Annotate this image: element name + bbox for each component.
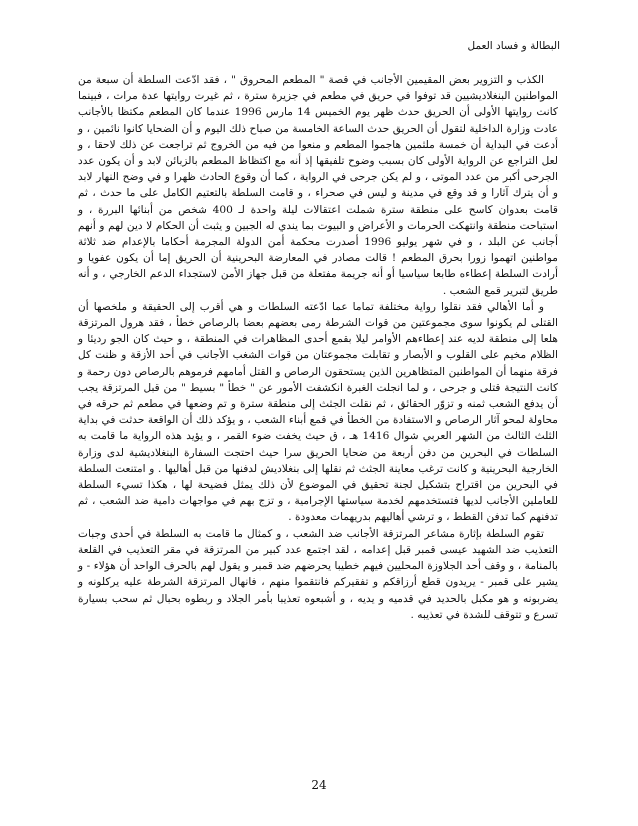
page-number: 24 bbox=[311, 778, 327, 792]
running-header: البطالة و فساد العمل bbox=[467, 40, 560, 52]
paragraph: الكذب و التزوير بعض المقيمين الأجانب في قصة " المطعم المحروق " ، فقد ادّعت السلطة أن سبعة من المواطنين البنغلاديشيين قد توفوا في حريق في مطعم في جزيرة سترة ، ثم غيرت روايتها عدة مرات ، فبينما كانت روايتها الأولى أن الحريق حدث ظهر يوم الخميس 14 مارس 1996 عندما كان المطعم مكتظا بالأجانب عادت وزارة الداخلية لتقول أن الحريق حدث الساعة الخامسة من صباح ذلك اليوم و أن الضحايا كانوا نائمين ، و أدعت في البداية أن خمسة ملثمين هاجموا المطعم و منعوا من فيه من الخروج ثم تراجعت عن ذلك لاحقا ، و لعل التراجع عن الرواية الأولى كان بسبب وضوح تلفيقها إذ أنه مع اكتظاظ المطعم بالزبائن لابد و أن يكون عدد الجرحى أكبر من عدد الموتى ، و لم يكن جرحى في الرواية ، كما أن وقوع الحادث ظهرا و في وضح النهار لابد و أن يترك آثارا و قد وقع في مدينة و ليس في صحراء ، و قامت السلطة بالتعتيم الكامل على ما حدث ، ثم قامت بعدوان كاسح على منطقة سترة شملت اعتقالات ليلة واحدة لـ 400 شخص من أبنائها البررة ، و استباحت منطقة وانتهكت الحرمات و الأعراض و البيوت بما يندي له الجبين و يثبت أن الحكام لا دين لهم و أنهم أجانب عن البلد ، و في شهر يوليو 1996 أصدرت محكمة أمن الدولة المجرمة أحكاما بالإعدام ضد ثلاثة مواطنين اتهموا زورا بحرق المطعم ! قالت مصادر في المعارضة البحرينية أن الحريق إما أن يكون عفويا و أرادت السلطة إعطاءه طابعا سياسيا أو أنه جريمة مفتعلة من قبل جهاز الأمن لاستجداء الدعم الخارجي ، و أنه طريق لتبرير قمع الشعب . bbox=[78, 74, 558, 297]
paragraph: تقوم السلطة بإثارة مشاعر المرتزقة الأجانب ضد الشعب ، و كمثال ما قامت به السلطة في أحدى وجبات التعذيب ضد الشهيد عيسى قمبر قبل إعدامه ، لقد اجتمع عدد كبير من المرتزقة في مقر التعذيب في القلعة بالمنامة ، و وقف أحد الجلاوزة المحليين فيهم خطيبا يحرضهم ضد قمبر و يقول لهم بالحرف الواحد أن هؤلاء - و يشير على قمبر - يريدون قطع أرزاقكم و تفقيركم فانتقموا منهم ، فانهال المرتزقة الشرطة عليه يركلونه و يضربونه و هو مكبل بالحديد في قدميه و يديه ، و أشبعوه تعذيبا بأمر الجلاد و ربطوه بحبال ثم سحب بسيارة تسرع و تتوقف للشدة في تعذيبه . bbox=[78, 527, 558, 621]
paragraph: و أما الأهالي فقد نقلوا رواية مختلفة تماما عما ادّعته السلطات و هي أقرب إلى الحقيقة و ملخصها أن القتلى لم يكونوا سوى مجموعتين من قوات الشرطة رمى بعضهم بعضا بالرصاص خطأ ، فقد هرول المرتزقة هلعا إلى منطقة لديه عند إعطاءهم الأوامر ليلا بقمع أحدى المظاهرات في المنطقة ، و حيث كان الجو رديئا و الظلام مخيم على القلوب و الأبصار و تقابلت مجموعتان من قوات الشغب الأجانب في أحد الأزقة و ظنت كل فرقة منهما أن المواطنين المتظاهرين الذين يستحقون الرصاص و القتل أمامهم فرموهم بالرصاص دون رحمة و كانت النتيجة قتلى و جرحى ، و لما انجلت الغبرة انكشفت الأمور عن " خطأ " بسيط " من قبل المرتزقة يجب أن يدفع الشعب ثمنه و تزوّر الحقائق ، ثم نقلت الجثث إلى منطقة سترة و تم وضعها في مطعم ثم حرقه في محاولة لمحو آثار الرصاص و الاستفادة من الخطأ في قمع أبناء الشعب ، و يؤكد ذلك أن الواقعة حدثت في بداية الثلث الثالث من الشهر العربي شوال 1416 هـ ، ق حيث يخفت ضوء القمر ، و يؤيد هذه الرواية ما قامت به السلطات في البحرين من دفن أربعة من ضحايا الحريق سرا حيث احتجت السفارة البنغلاديشية لدى وزارة الخارجية البحرينية و كانت ترغب معاينة الجثث ثم نقلها إلى بنغلاديش لدفنها من قبل أهاليها . و امتنعت السلطة في البحرين من اقتراح بتشكيل لجنة تحقيق في الموضوع لأن ذلك يمثل فضيحة لها ، هكذا تسيء السلطة للعاملين الأجانب لديها فتستخدمهم لخدمة سياستها الإجرامية ، و تزج بهم في مواجهات دامية ضد الشعب ، ثم تدفنهم كما تدفن القطط ، و ترشي أهاليهم بدريهمات معدودة . bbox=[78, 300, 558, 524]
body-text bbox=[78, 72, 558, 623]
